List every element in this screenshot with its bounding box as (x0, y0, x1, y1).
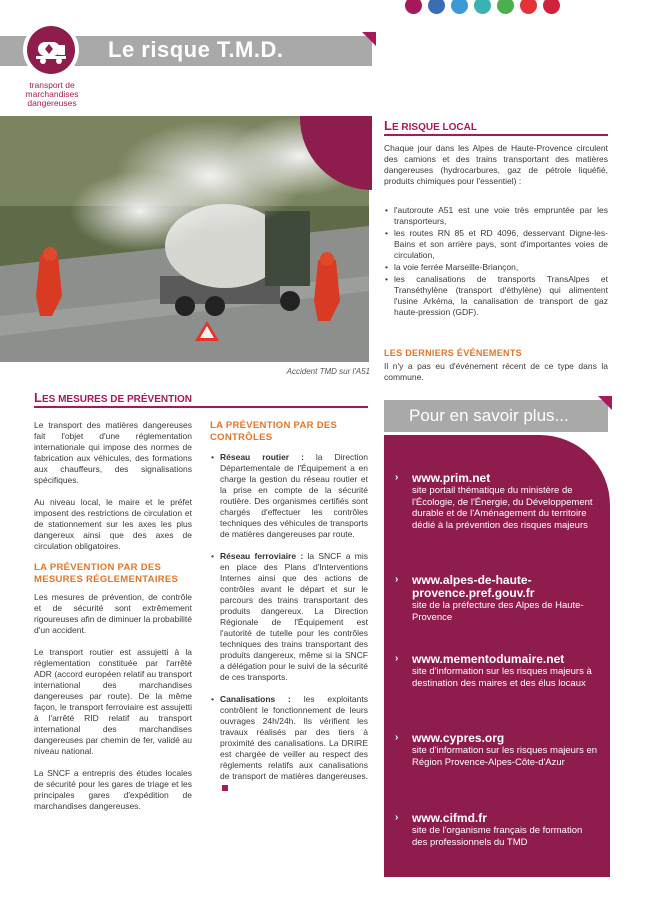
end-mark (222, 785, 228, 791)
arrow-icon: › (395, 472, 399, 483)
mesures-p4: Le transport routier est assujetti à la réglementation constituée par l'arrêté ADR (accord européen relatif au transport international des marchandises dangereuses par route). De la même façon, le transport ferroviaire est assujetti à l'arrêté RID relatif au transport international des marchandises dangereuses par chemin de fer, validé au niveau national. (34, 647, 192, 756)
link-url[interactable]: www.prim.net (412, 471, 491, 485)
controle-label: Canalisations : (220, 694, 291, 704)
photo-caption: Accident TMD sur l'A51 (286, 367, 370, 376)
logo-caption (14, 81, 90, 108)
dot-2 (428, 0, 445, 14)
controle-item (210, 452, 368, 540)
list-item: • les canalisations de transports TransAlpes et Transéthylène (transport d'éthylène) qui alimentent l'usine Arkéma, la canalisation de transport de gaz haute-pression (GDF). (384, 274, 608, 318)
arrow-icon: › (395, 732, 399, 743)
link-desc: site de l'organisme français de formation des professionnels du TMD (412, 825, 583, 848)
controle-text: la SNCF a mis en place des Plans d'Interventions Internes ainsi que des actions de contrôles avant le départ et sur le parcours des trains transportant des produits dangereux. La Direction Régionale de l'Équipement est l'autorité de tutelle pour les contrôles techniques des trains transportant des produits dangereux, même si la SNCF a délégation pour le suivi de la sécurité de ces transports. (220, 551, 368, 682)
controle-item (210, 551, 368, 683)
dot-7 (543, 0, 560, 14)
hazmat-truck-icon (27, 26, 75, 74)
heading-initial: L (384, 118, 392, 133)
link-item[interactable] (395, 574, 600, 623)
link-url[interactable]: www.alpes-de-haute-provence.pref.gouv.fr (412, 573, 535, 600)
link-item[interactable] (395, 812, 600, 848)
controle-text: la Direction Départementale de l'Équipement a en charge la gestion du réseau routier et la prise en compte de la sécurité routière. Des organismes certifiés sont chargés d'effectuer les contrôles techniques des véhicules de transports de matières dangereuses par route. (220, 452, 368, 539)
list-item: • les routes RN 85 et RD 4096, desservant Digne-les-Bains et son arrière pays, sont d'importantes voies de circulation, (384, 228, 608, 261)
link-item[interactable] (395, 732, 600, 768)
link-url[interactable]: www.mementodumaire.net (412, 652, 565, 666)
page-title: Le risque T.M.D. (108, 37, 284, 62)
link-url[interactable]: www.cypres.org (412, 731, 505, 745)
dot-3 (451, 0, 468, 14)
heading-rest: E RISQUE LOCAL (391, 122, 477, 133)
mesures-left-column (34, 420, 192, 812)
risque-local-rule (384, 134, 608, 136)
mesures-p5: La SNCF a entrepris des études locales de sécurité pour les gares de triage et les principales gares d'expédition de marchandises dangereuses. (34, 768, 192, 811)
link-item[interactable] (395, 472, 600, 531)
link-desc: site portail thématique du ministère de l'Écologie, de l'Énergie, du Développement durable et de l'Aménagement du territoire dédié à la prévention des risques majeurs (412, 485, 593, 531)
logo-caption-line: transport de (29, 80, 75, 90)
list-item: • l'autoroute A51 est une voie très empruntée par les transporteurs, (384, 205, 608, 227)
logo (23, 22, 79, 78)
risque-local-list (384, 205, 608, 318)
link-url[interactable]: www.cifmd.fr (412, 811, 487, 825)
dot-6 (520, 0, 537, 14)
logo-caption-line: dangereuses (27, 98, 77, 108)
sub-heading-reglementaires: LA PRÉVENTION PAR DES MESURES RÉGLEMENTAIRES (34, 562, 179, 585)
mesures-right-column (210, 420, 368, 793)
controle-item (210, 694, 368, 793)
dot-4 (474, 0, 491, 14)
link-desc: site d'information sur les risques majeurs en Région Provence-Alpes-Côte-d'Azur (412, 745, 598, 768)
arrow-icon: › (395, 812, 399, 823)
arrow-icon: › (395, 653, 399, 664)
controle-text: les exploitants contrôlent le fonctionnement de leurs ouvrages 24h/24h. Ils vérifient les travaux réalisés par des tiers à proximité des canalisations. La DRIRE est chargée de veiller au respect des règlements relatifs aux canalisations de transport de matières dangereuses. (220, 694, 368, 781)
risque-local-heading (384, 118, 477, 133)
heading-initial: L (34, 390, 42, 405)
list-item: • la voie ferrée Marseille-Briançon, (384, 262, 608, 273)
sub-heading-controles: LA PRÉVENTION PAR DES CONTRÔLES (210, 420, 338, 443)
arrow-icon: › (395, 574, 399, 585)
link-desc: site de la préfecture des Alpes de Haute-Provence (412, 600, 584, 623)
heading-rest: ES MESURES DE PRÉVENTION (41, 394, 192, 405)
risque-local-intro: Chaque jour dans les Alpes de Haute-Provence circulent des camions et des trains transportant des matières dangereuses (hydrocarbures, gaz de pétrole liquéfié, produits chimiques pour l'essentiel) : (384, 143, 608, 186)
mesures-p1: Le transport des matières dangereuses fait l'objet d'une réglementation internationale qui impose des normes de fabrication aux véhicules, des formations aux chauffeurs, des signalisations spécifiques. (34, 420, 192, 485)
mesures-heading (34, 390, 192, 405)
controle-label: Réseau ferroviaire : (220, 551, 304, 561)
mesures-p3: Les mesures de prévention, de contrôle et de sécurité sont extrêmement rigoureuses afin de diminuer la probabilité d'un accident. (34, 592, 192, 635)
dot-1 (405, 0, 422, 14)
derniers-heading: LES DERNIERS ÉVÉNEMENTS (384, 348, 522, 358)
mesures-p2: Au niveau local, le maire et le préfet imposent des restrictions de circulation et de stationnement sur les axes les plus dangereux ainsi que des axes de circulation obligatoires. (34, 497, 192, 551)
dot-5 (497, 0, 514, 14)
savoir-title: Pour en savoir plus... (409, 406, 569, 425)
derniers-text: Il n'y a pas eu d'événement récent de ce type dans la commune. (384, 361, 608, 382)
mesures-rule (34, 406, 368, 408)
logo-caption-line: marchandises (25, 89, 79, 99)
color-dots (405, 0, 560, 14)
controle-label: Réseau routier : (220, 452, 304, 462)
link-desc: site d'information sur les risques majeurs à destination des maires et des élus locaux (412, 666, 592, 689)
link-item[interactable] (395, 653, 600, 689)
